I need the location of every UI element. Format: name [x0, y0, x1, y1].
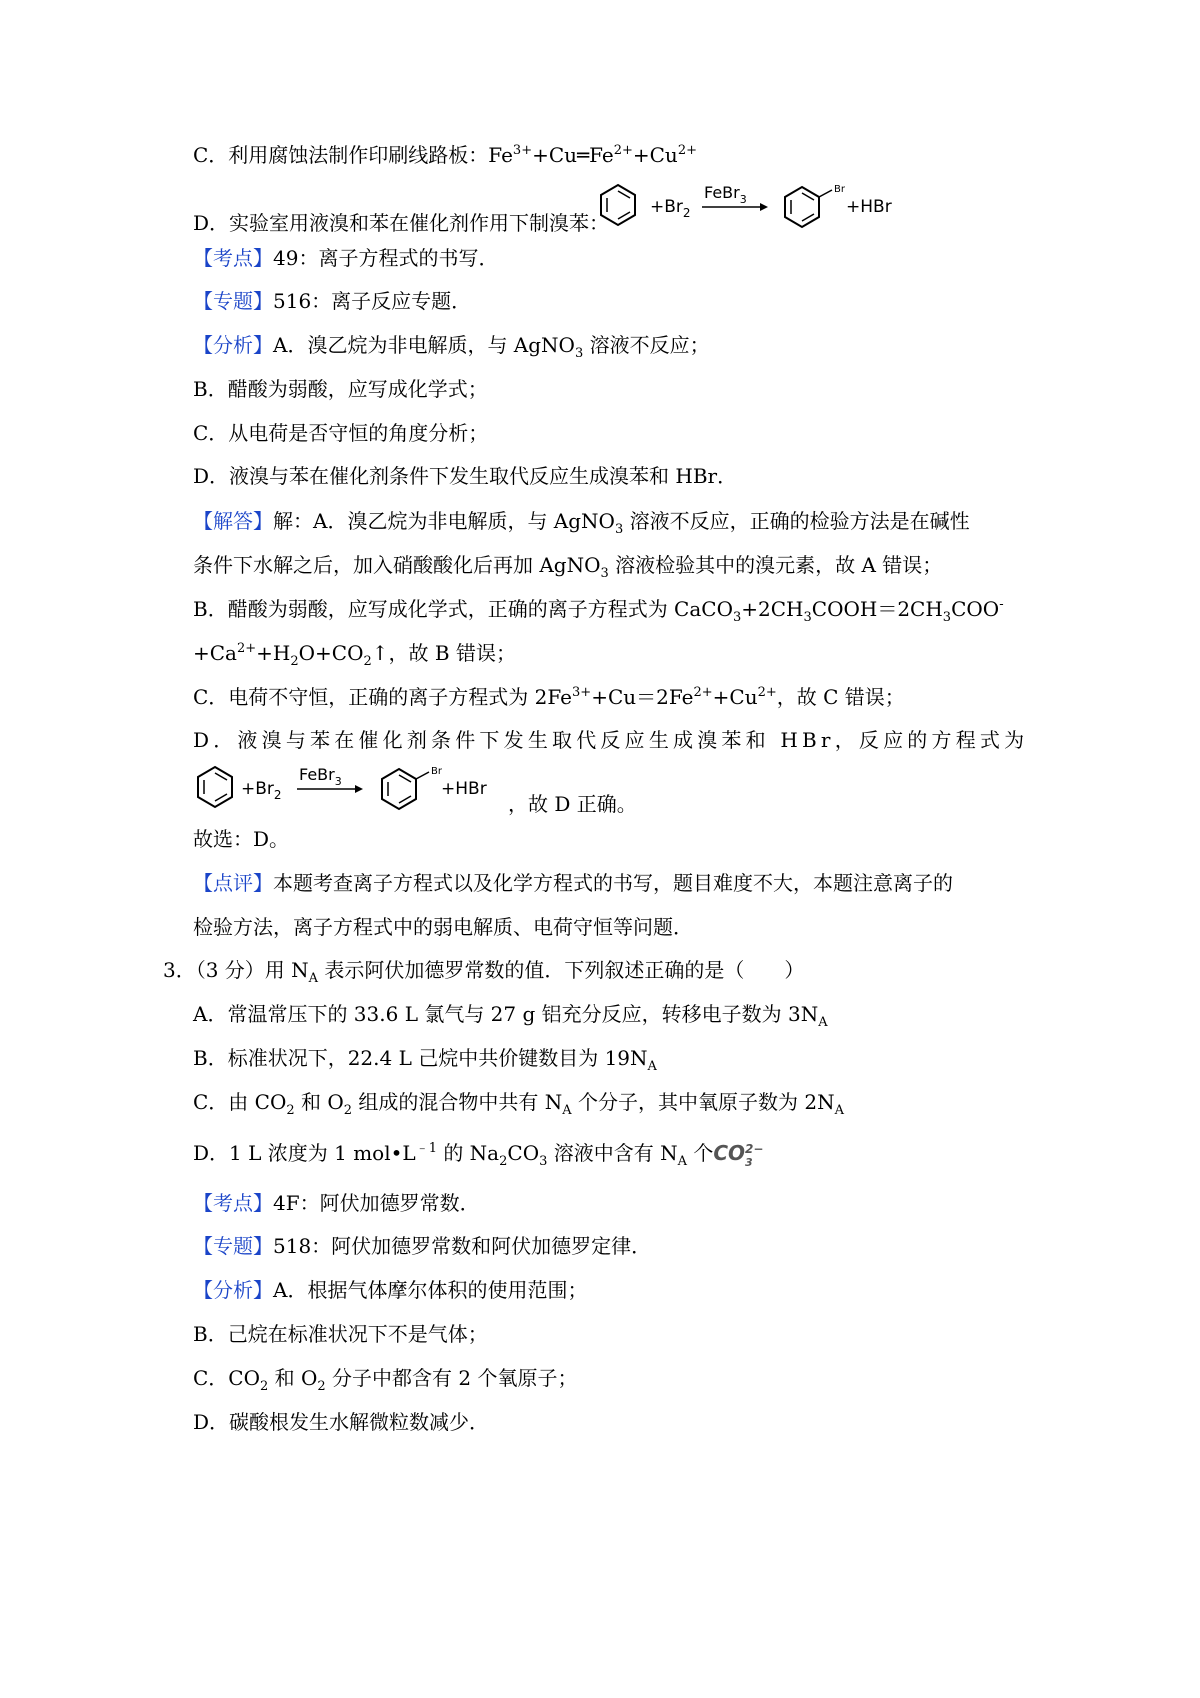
q2-dianping-line1: 【点评】本题考查离子方程式以及化学方程式的书写，题目难度不大，本题注意离子的: [193, 871, 953, 895]
br-substituent-label: Br: [834, 184, 845, 195]
q2-jieda-line7: ，故 D 正确。: [508, 792, 637, 816]
q3-fenxi-b: B．己烷在标准状况下不是气体；: [193, 1322, 488, 1346]
svg-text:FeBr3: FeBr$_3$: [299, 765, 342, 788]
svg-text:+Br2: $+Br_2$: [650, 197, 691, 220]
q2-fenxi-c: C．从电荷是否守恒的角度分析；: [193, 421, 489, 445]
bromobenzene-ring-icon: [382, 769, 429, 809]
svg-text:FeBr3: FeBr$_3$: [704, 183, 747, 206]
plus-hbr-label: +HBr: [846, 197, 892, 217]
q3-stem: 3．（3 分）用 $N_A$ 表示阿伏加德罗常数的值．下列叙述正确的是（ ）: [163, 958, 805, 986]
tag-zhuanti: 【专题】: [193, 1234, 273, 1258]
tag-zhuanti: 【专题】: [193, 289, 273, 313]
q2-jieda-line6: D．液溴与苯在催化剂条件下发生取代反应生成溴苯和 HBr，反应的方程式为: [193, 728, 1029, 752]
carbonate-ion-formula: CO 2− 3: [713, 1141, 764, 1169]
tag-fenxi: 【分析】: [193, 333, 273, 357]
q2-jieda-line3: B．醋酸为弱酸，应写成化学式，正确的离子方程式为 $CaCO_3+2CH_3COOH=2CH_3COO^-$: [193, 597, 1004, 625]
benzene-ring-icon: [198, 767, 232, 807]
q2-kaodian: 【考点】49：离子方程式的书写．: [193, 246, 499, 270]
q2-zhuanti: 【专题】516：离子反应专题．: [193, 289, 472, 313]
q2-jieda-line2: 条件下水解之后，加入硝酸酸化后再加 AgNO$_3$ 溶液检验其中的溴元素，故 A 错误；: [193, 553, 943, 581]
reaction-equation-2: [193, 760, 513, 820]
catalyst-label: FeBr: [704, 183, 740, 202]
q3-fenxi-c: C．$CO_2$ 和 $O_2$ 分子中都含有 2 个氧原子；: [193, 1366, 578, 1394]
option-d-line: D．实验室用液溴和苯在催化剂作用下制溴苯：: [193, 211, 610, 235]
q2-dianping-line2: 检验方法，离子方程式中的弱电解质、电荷守恒等问题．: [193, 915, 693, 939]
tag-kaodian: 【考点】: [193, 1191, 273, 1215]
q2-jieda-line8: 故选：D。: [193, 827, 290, 851]
bromobenzene-ring-icon: [785, 187, 832, 227]
q2-jieda-line4: $+Ca^{2+}+H_2O+CO_2↑$，故 B 错误；: [193, 641, 516, 669]
q2-fenxi-d: D．液溴与苯在催化剂条件下发生取代反应生成溴苯和 HBr．: [193, 464, 738, 488]
tag-kaodian: 【考点】: [193, 246, 273, 270]
svg-text:Br: Br: [431, 766, 442, 777]
q2-fenxi-b: B．醋酸为弱酸，应写成化学式；: [193, 377, 488, 401]
tag-jieda: 【解答】: [193, 509, 273, 533]
option-c-line: C．利用腐蚀法制作印刷线路板：$Fe^{3+}+Cu═Fe^{2+}+Cu^{2+}$: [193, 143, 697, 167]
svg-text:+Br2: $+Br_2$: [241, 779, 282, 802]
q3-fenxi-d: D．碳酸根发生水解微粒数减少．: [193, 1410, 490, 1434]
svg-text:+HBr: +HBr: [441, 779, 487, 799]
q2-jieda-line5: C．电荷不守恒，正确的离子方程式为 $2Fe^{3+}+Cu=2Fe^{2+}+Cu^{2+}$，故 C 错误；: [193, 685, 905, 709]
q3-option-c: C．由 $CO_2$ 和 $O_2$ 组成的混合物中共有 $N_A$ 个分子，其中氧原子数为 $2N_A$: [193, 1090, 844, 1118]
q3-zhuanti: 【专题】518：阿伏加德罗常数和阿伏加德罗定律．: [193, 1234, 652, 1258]
q3-option-a: A．常温常压下的 33.6 L 氯气与 27 g 铝充分反应，转移电子数为 $3N_A$: [193, 1002, 828, 1030]
reaction-equation-1: [596, 178, 916, 238]
q2-jieda-line1: 【解答】解：A．溴乙烷为非电解质，与 AgNO$_3$ 溶液不反应，正确的检验方法是在碱性: [193, 509, 970, 537]
q3-option-b: B．标准状况下，22.4 L 己烷中共价键数目为 $19N_A$: [193, 1046, 657, 1074]
plus-br2-label: +Br: [650, 197, 683, 217]
tag-dianping: 【点评】: [193, 871, 273, 895]
q3-option-d: D．1 L 浓度为 1 $mol•L^{﹣1}$ 的 $Na_2CO_3$ 溶液中含有 $N_A$ 个CO 2− 3: [193, 1141, 764, 1169]
q3-fenxi-a: 【分析】A．根据气体摩尔体积的使用范围；: [193, 1278, 588, 1302]
q2-fenxi-a: 【分析】A．溴乙烷为非电解质，与 AgNO$_3$ 溶液不反应；: [193, 333, 710, 361]
benzene-ring-icon: [601, 185, 635, 225]
tag-fenxi: 【分析】: [193, 1278, 273, 1302]
q3-kaodian: 【考点】4F：阿伏加德罗常数．: [193, 1191, 480, 1215]
